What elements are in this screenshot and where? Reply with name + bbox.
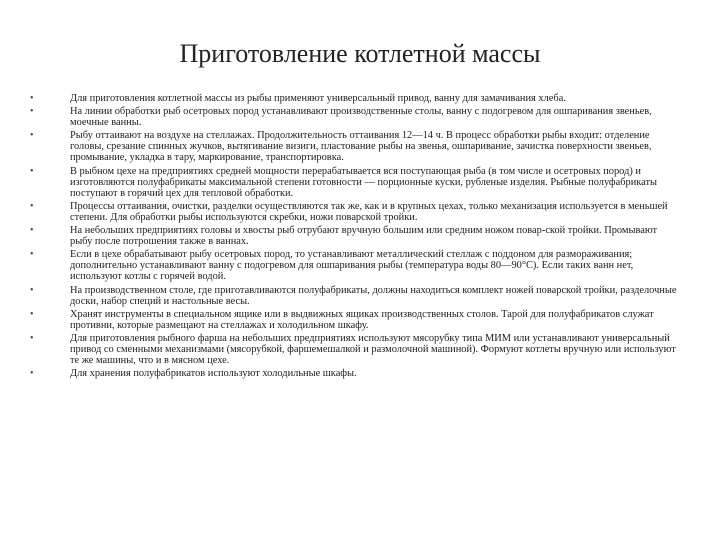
bullet-text: Рыбу оттаивают на воздухе на стеллажах. Продолжительность оттаивания 12—14 ч. В процесс обработки рыбы входит: отделение головы, срезание спинных жучков, вытягивание визиги, пластование рыбы на звенья, ошпаривание, зачистка поверхности звеньев, промывание, укладка в тару, маркирование, транспортировка. [70,130,652,164]
bullet-text: На небольших предприятиях головы и хвосты рыб отрубают вручную большим или средним ножом повар-ской тройки. Промывают рыбу после потрошения также в ваннах. [70,225,658,248]
bullet-text: На линии обработки рыб осетровых пород устанавливают производственные столы, ванну с подогревом для ошпаривания звеньев, моечные ванны. [70,106,652,129]
bullet-dot-icon: • [30,225,34,237]
bullet-text: В рыбном цехе на предприятиях средней мощности перерабатывается вся поступающая рыба (в том числе и осетровых пород) и изготовляются полуфабрикаты максимальной степени готовности — порционные куски, рубленые изделия. Рыбные полуфабрикаты поступают в горячий цех для тепловой обработки. [70,165,658,199]
slide-title: Приготовление котлетной массы [179,39,541,68]
bullet-item [30,166,680,199]
bullet-item [30,368,680,379]
bullet-item [30,201,680,223]
bullet-item [30,249,680,282]
bullet-item [30,130,680,163]
bullet-dot-icon: • [30,249,34,261]
bullet-dot-icon: • [30,165,34,177]
bullet-text: Для приготовления рыбного фарша на небольших предприятиях используют мясорубку типа МИМ или устанавливают универсальный привод со сменными механизмами (мясорубкой, фаршемешалкой и размолочной машиной). Формуют котлеты вручную или используют те же машины, что и в мясном цехе. [70,332,676,367]
bullet-item [30,93,680,104]
bullet-item [30,106,680,128]
bullet-dot-icon: • [30,93,34,104]
bullet-dot-icon: • [30,106,34,118]
bullet-item [30,285,680,307]
bullet-item [30,333,680,366]
bullet-text: Хранят инструменты в специальном ящике или в выдвижных ящиках производственных столов. Тарой для полуфабрикатов служат противни, которые размещают на стеллажах и холодильном шкафу. [70,308,654,331]
bullet-item [30,225,680,247]
bullet-text: На производственном столе, где приготавливаются полуфабрикаты, должны находиться комплект ножей поварской тройки, разделочные доски, набор специй и настольные весы. [70,284,677,307]
bullet-text: Для хранения полуфабрикатов используют холодильные шкафы. [70,368,357,380]
bullet-dot-icon: • [30,332,34,344]
bullet-dot-icon: • [30,130,34,142]
bullet-item [30,309,680,331]
bullet-text: Для приготовления котлетной массы из рыбы применяют универсальный привод, ванну для замачивания хлеба. [70,93,566,104]
bullet-dot-icon: • [30,200,34,212]
bullet-dot-icon: • [30,368,34,380]
bullet-dot-icon: • [30,308,34,320]
bullet-text: Процессы оттаивания, очистки, разделки осуществляются так же, как и в крупных цехах, только механизация используется в меньшей степени. Для обработки рыбы используются скребки, ножи поварской тройки. [70,200,668,223]
bullet-dot-icon: • [30,284,34,296]
bullet-list [30,93,680,379]
bullet-text: Если в цехе обрабатывают рыбу осетровых пород, то устанавливают металлический стеллаж с поддоном для размораживания; дополнительно устанавливают ванну с подогревом для ошпаривания рыбы (температура воды 80—90°С). Если таких ванн нет, используют котлы с горячей водой. [70,249,634,283]
